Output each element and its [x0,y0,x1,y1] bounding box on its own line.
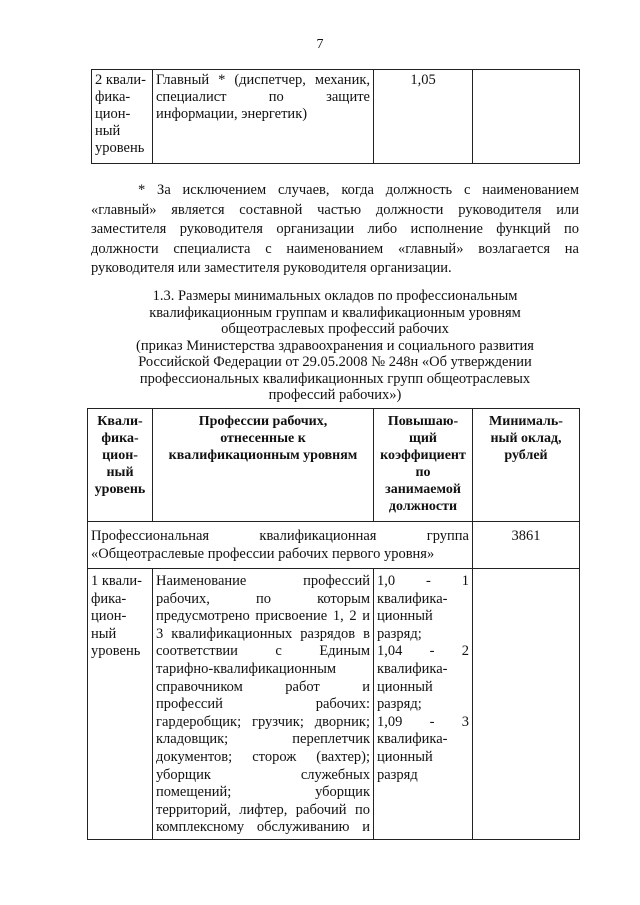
continued-table [91,69,580,164]
salary-cell [473,70,580,164]
table-header-row [88,409,580,522]
group-name-cell: Профессиональная квалификационная группа «Общеотраслевые профессии рабочих первого уровня» [88,522,473,569]
header-salary: Минималь- ный оклад, рублей [473,409,580,522]
profession-cell: Главный * (диспетчер, механик, специалист по защите информации, энергетик) [153,70,374,164]
profession-cell: Наименование профессий рабочих, по которым предусмотрено присвоение 1, 2 и 3 квалификационных разрядов в соответствии с Единым тарифно-квалификационным справочником работ и профессий рабочих: гардеробщик; грузчик; дворник; кладовщик; переплетчик документов; сторож (вахтер); уборщик служебных помещений; уборщик территорий, лифтер, рабочий по комплексному обслуживанию и [153,569,374,840]
level-cell: 2 квали- фика- цион- ный уровень [92,70,153,164]
header-level: Квали- фика- цион- ный уровень [88,409,153,522]
page-number: 7 [316,37,324,52]
group-salary-cell: 3861 [473,522,580,569]
header-professions: Профессии рабочих, отнесенные к квалификационным уровням [153,409,374,522]
group-row [88,522,580,569]
header-coefficient: Повышаю- щий коэффициент по занимаемой должности [374,409,473,522]
footnote: * За исключением случаев, когда должность с наименованием «главный» является составной частью должности руководителя или заместителя руководителя организации либо исполнение функций по должности специалиста с наименованием «главный» возлагается на руководителя или заместителя руководителя организации. [91,182,579,276]
coefficient-cell: 1,05 [374,70,473,164]
coefficient-cell: 1,0 - 1 квалифика- ционный разряд; 1,04 - 2 квалифика- ционный разряд; 1,09 - 3 квалифика- ционный разряд [374,569,473,840]
salary-cell [473,569,580,840]
section-heading: 1.3. Размеры минимальных окладов по профессиональным квалификационным группам и квалификационным уровням общеотраслевых профессий рабочих (приказ Министерства здравоохранения и социального развития Российской Федерации от 29.05.2008 № 248н «Об утверждении профессиональных квалификационных групп общеотраслевых профессий рабочих») [136,288,534,403]
level-cell: 1 квали- фика- цион- ный уровень [88,569,153,840]
table-row [88,569,580,840]
salary-table [87,408,580,840]
table-row [92,70,580,164]
